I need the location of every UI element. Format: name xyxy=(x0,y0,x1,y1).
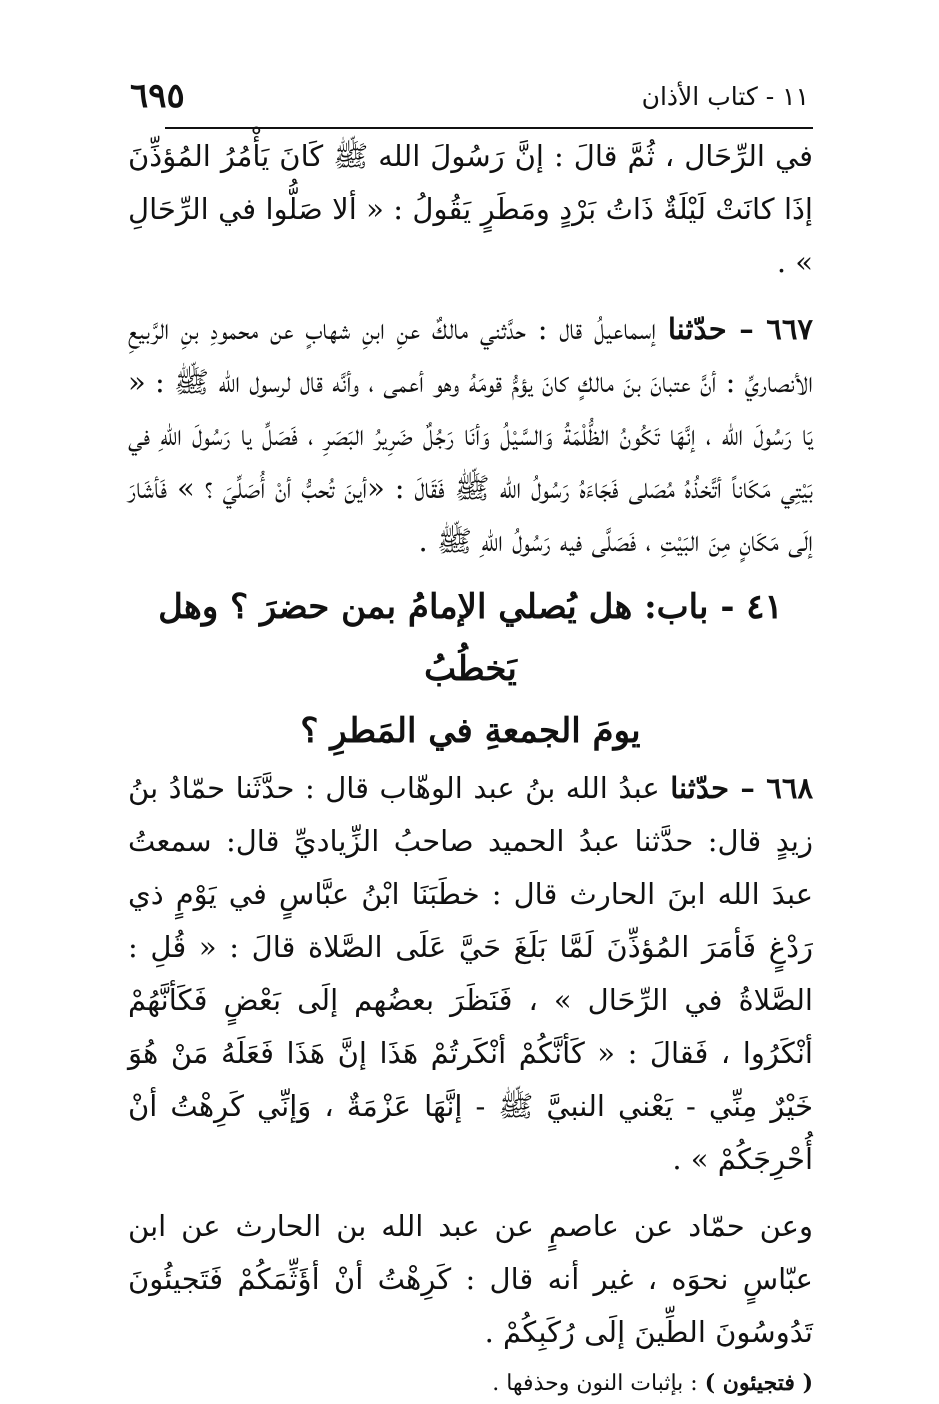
chapter-heading-line-1: ٤١ - باب: هل يُصلي الإمامُ بمن حضرَ ؟ وهل يَخطُبُ xyxy=(158,587,783,689)
hadith-continuation xyxy=(128,130,813,289)
running-title: ١١ - كتاب الأذان xyxy=(641,82,809,111)
hadith-668-variant xyxy=(128,1200,813,1359)
footnote xyxy=(128,1363,813,1404)
footnote-text: : بإثبات النون وحذفها . xyxy=(492,1371,705,1396)
paragraph-text: وعن حمّاد عن عاصمٍ عن عبد الله بن الحارث عن ابن عبّاسٍ نحوَه ، غير أنه قال : كَرِهْتُ أنْ أؤَثِّمَكُمْ فَتَجيئُونَ تَدُوسُونَ الطِّينَ إلَى رُكَبِكُمْ . xyxy=(128,1209,813,1349)
hadith-667 xyxy=(128,303,813,568)
paragraph-text: في الرِّحَال ، ثُمَّ قالَ : إنَّ رَسُولَ الله ﷺ كَانَ يَأْمُرُ المُؤذِّنَ إذَا كانَتْ لَيْلَةٌ ذَاتُ بَرْدٍ ومَطَرٍ يَقُولُ : « ألا صَلُّوا في الرِّحَالِ » . xyxy=(128,139,813,279)
paragraph-text: عبدُ الله بنُ عبد الوهّاب قال : حدَّثَنا حمّادُ بنُ زيدٍ قال: حدَّثنا عبدُ الحميد صاحبُ الزِّياديِّ قال: سمعتُ عبدَ الله ابنَ الحارث قال : خطَبَنَا ابْنُ عبَّاسٍ في يَوْمٍ ذي رَدْغٍ فَأمَرَ المُؤذِّنَ لَمَّا بَلَغَ حَيَّ عَلَى الصَّلاة قالَ : « قُلِ : الصَّلاةُ في الرِّحَال » ، فَنَظَرَ بعضُهم إلَى بَعْضٍ فَكَأنَّهُمْ أنْكَرُوا ، فَقالَ : « كَأنَّكُمْ أنْكَرتُمْ هَذَا إنَّ هَذَا فَعَلَهُ مَنْ هُوَ خَيْرٌ مِنِّي - يَعْني النبيَّ ﷺ - إنَّهَا عَزْمَةٌ ، وَإنِّي كَرِهْتُ أنْ أُحْرِجَكُمْ » . xyxy=(128,771,813,1176)
page-body xyxy=(128,130,813,1404)
chapter-heading xyxy=(128,576,813,762)
header-rule xyxy=(165,127,813,129)
chapter-heading-line-2: يومَ الجمعةِ في المَطرِ ؟ xyxy=(300,711,641,751)
page-header xyxy=(130,76,809,122)
hadith-number: ٦٦٧ – حدّثنا xyxy=(667,312,814,346)
footnote-term: ( فتجيئون ) xyxy=(704,1370,813,1396)
paragraph-text: إسماعيلُ قال : حدَّثني مالكٌ عنِ ابنِ شهابٍ عن محمودِ بنِ الرَّبيعِ الأنصاريِّ : أنَّ عتبانَ بنَ مالكٍ كانَ يؤمُّ قومَهُ وهو أعمى ، وأنَّه قال لرسول الله ﷺ : « يَا رَسُولَ الله ، إنَّهَا تَكُونُ الظُّلْمَةُ وَالسَّيْلُ وَأنَا رَجُلٌ ضَرِيرُ البَصَرِ ، فَصَلِّ يا رَسُولَ اللهِ في بَيْتِي مَكَاناً أتَّخذُهُ مُصَلى فَجَاءَهُ رَسُولُ الله ﷺ فَقَالَ : «أينَ تُحبُّ أنْ أُصَلِّيَ ؟ » فَأشَارَ إلَى مَكَانٍ مِنَ البَيْتِ ، فَصَلَّى فيه رَسُولُ اللهِ ﷺ . xyxy=(128,312,813,558)
page-number: ٦٩٥ xyxy=(130,76,185,116)
hadith-number: ٦٦٨ – حدّثنا xyxy=(670,771,814,805)
hadith-668 xyxy=(128,762,813,1186)
